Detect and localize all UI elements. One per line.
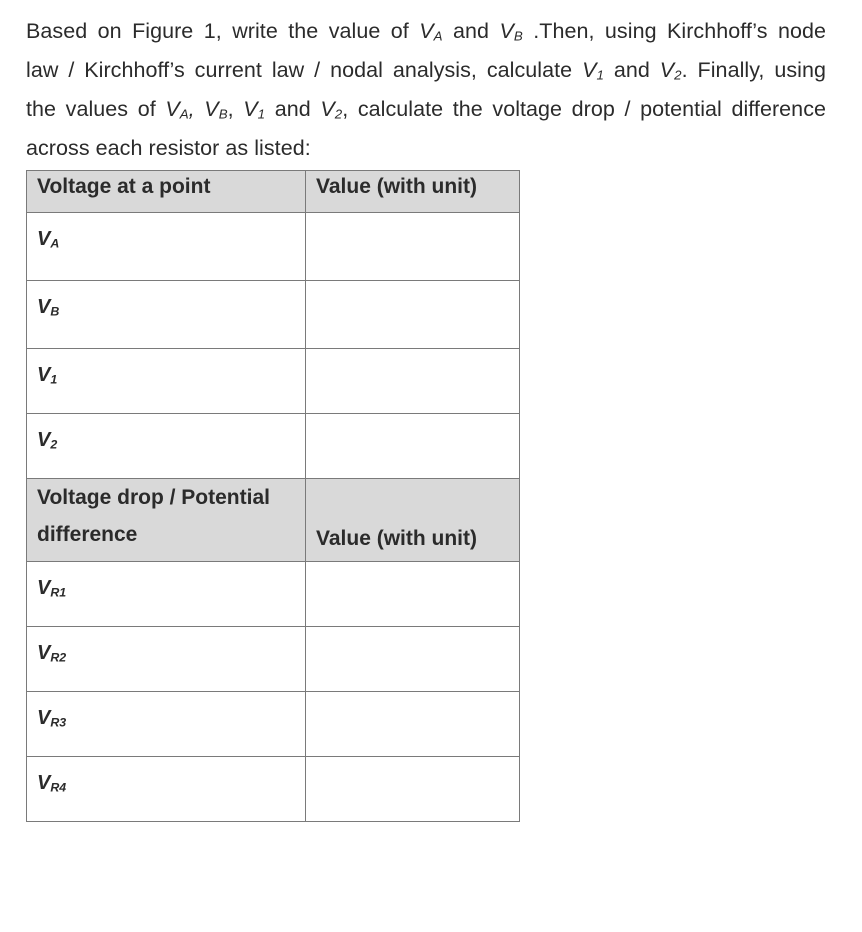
symbol-va: $V_A$ <box>419 19 443 44</box>
table-row <box>27 757 520 822</box>
header-voltage-at-point: Voltage at a point <box>27 171 306 213</box>
table-row <box>27 414 520 479</box>
question-text <box>26 12 826 168</box>
value-cell-v2[interactable] <box>306 414 520 479</box>
question-line-2: law / Kirchhoff’s current law / nodal analysis, calculate $V_1$ and $V_2$. Finally, using <box>26 58 827 83</box>
symbol-vb: $V_B$ <box>499 19 523 44</box>
row-label-vr3: $V_{R3}$ <box>27 692 306 757</box>
row-label-vr1: $V_{R1}$ <box>27 562 306 627</box>
table-header-drops <box>27 479 520 562</box>
table-row <box>27 562 520 627</box>
table-row <box>27 281 520 349</box>
table-row <box>27 213 520 281</box>
symbol-va: $V_A$ <box>165 97 189 122</box>
header-voltage-drop: Voltage drop / Potential difference <box>27 479 306 562</box>
symbol-vb: $V_B$ <box>204 97 228 122</box>
row-label-va: $V_A$ <box>27 213 306 281</box>
symbol-v2: $V_2$ <box>659 58 682 83</box>
row-label-v1: $V_1$ <box>27 349 306 414</box>
symbol-v1: $V_1$ <box>582 58 604 83</box>
row-label-v2: $V_2$ <box>27 414 306 479</box>
table-row <box>27 349 520 414</box>
question-line-3: the values of $V_A$, $V_B$, $V_1$ and $V_2$, calculate the voltage drop / potential difference <box>26 97 826 122</box>
symbol-v1: $V_1$ <box>243 97 266 122</box>
table-row <box>27 692 520 757</box>
value-cell-vr3[interactable] <box>306 692 520 757</box>
value-cell-vr2[interactable] <box>306 627 520 692</box>
question-line-4: across each resistor as listed: <box>26 136 311 160</box>
value-cell-va[interactable] <box>306 213 520 281</box>
header-value-with-unit-2: Value (with unit) <box>306 479 520 562</box>
value-cell-vb[interactable] <box>306 281 520 349</box>
table-row <box>27 627 520 692</box>
answer-table <box>26 170 520 822</box>
question-line-1: Based on Figure 1, write the value of $V_A$ and $V_B$ .Then, using Kirchhoff’s node <box>26 19 826 44</box>
value-cell-vr4[interactable] <box>306 757 520 822</box>
row-label-vr4: $V_{R4}$ <box>27 757 306 822</box>
row-label-vr2: $V_{R2}$ <box>27 627 306 692</box>
table-header-points <box>27 171 520 213</box>
row-label-vb: $V_B$ <box>27 281 306 349</box>
header-value-with-unit: Value (with unit) <box>306 171 520 213</box>
value-cell-v1[interactable] <box>306 349 520 414</box>
symbol-v2: $V_2$ <box>320 97 343 122</box>
value-cell-vr1[interactable] <box>306 562 520 627</box>
